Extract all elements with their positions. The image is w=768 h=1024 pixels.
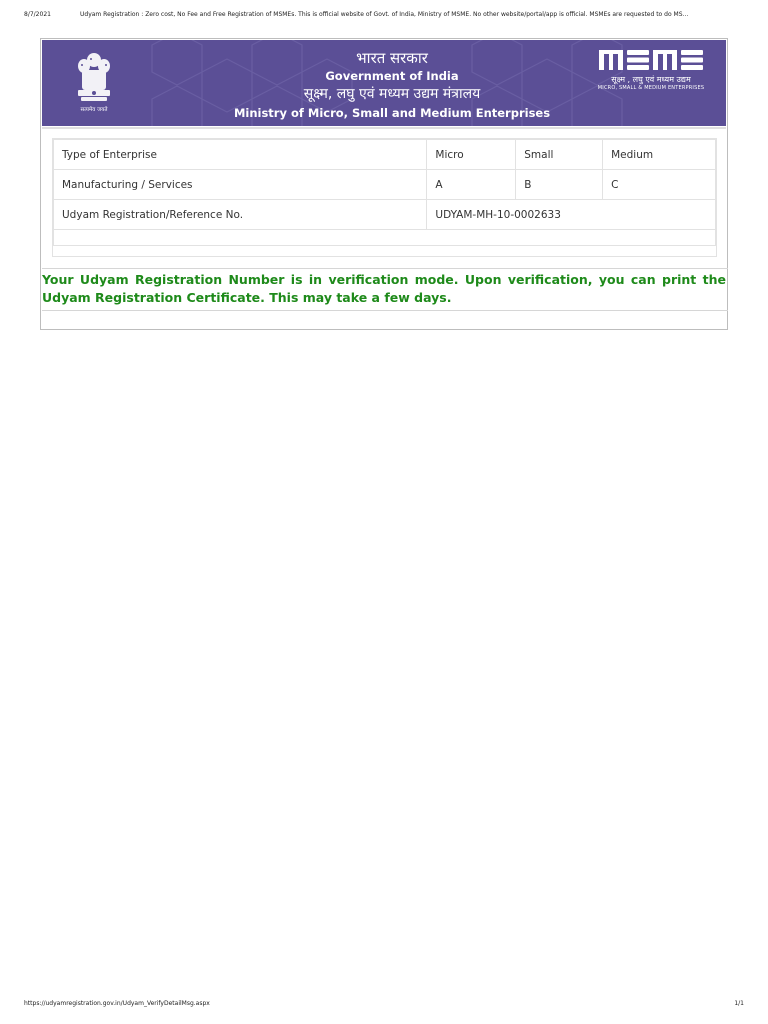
msme-logo	[596, 48, 706, 98]
banner-titles	[192, 48, 592, 122]
micro-cell: Micro	[427, 140, 516, 170]
registration-number-value: UDYAM-MH-10-0002633	[427, 200, 716, 230]
print-page-title: Udyam Registration : Zero cost, No Fee and Free Registration of MSMEs. This is official website of Govt. of India, Ministry of MSME. No other website/portal/app is official. MSMEs are requested to do MS...	[80, 11, 689, 18]
msme-logo-english: MICRO, SMALL & MEDIUM ENTERPRISES	[597, 85, 705, 91]
empty-cell	[54, 230, 716, 246]
banner-divider	[42, 127, 726, 129]
msme-logo-icon	[599, 48, 703, 72]
emblem-caption: सत्यमेव जयते	[80, 107, 108, 113]
msme-logo-hindi: सूक्ष्म , लघु एवं मध्यम उद्यम	[611, 75, 691, 84]
row-label: Manufacturing / Services	[54, 170, 427, 200]
table-row-enterprise-type	[54, 140, 716, 170]
row-label: Udyam Registration/Reference No.	[54, 200, 427, 230]
table-row-registration-number	[54, 200, 716, 230]
small-value-cell: B	[516, 170, 603, 200]
ministry-banner	[42, 40, 726, 126]
english-government-title: Government of India	[325, 69, 459, 83]
small-cell: Small	[516, 140, 603, 170]
registration-panel	[40, 38, 728, 330]
page-url: https://udyamregistration.gov.in/Udyam_VerifyDetailMsg.aspx	[24, 1000, 210, 1007]
print-date: 8/7/2021	[24, 11, 51, 18]
page-number: 1/1	[734, 1000, 744, 1007]
print-footer	[24, 1000, 744, 1010]
ashoka-emblem-icon	[72, 50, 116, 116]
medium-cell: Medium	[603, 140, 716, 170]
notice-divider	[42, 310, 728, 311]
micro-value-cell: A	[427, 170, 516, 200]
table-row-empty	[54, 230, 716, 246]
table-divider	[42, 268, 728, 269]
medium-value-cell: C	[603, 170, 716, 200]
hindi-ministry-title: सूक्ष्म, लघु एवं मध्यम उद्यम मंत्रालय	[303, 86, 481, 102]
hindi-government-title: भारत सरकार	[356, 49, 428, 67]
table-row-manufacturing-services	[54, 170, 716, 200]
english-ministry-title: Ministry of Micro, Small and Medium Enterprises	[233, 106, 551, 120]
registration-table	[52, 138, 717, 257]
verification-notice: Your Udyam Registration Number is in verification mode. Upon verification, you can print the Udyam Registration Certificate. This may take a few days.	[42, 272, 726, 305]
row-label: Type of Enterprise	[54, 140, 427, 170]
print-header	[24, 11, 748, 21]
